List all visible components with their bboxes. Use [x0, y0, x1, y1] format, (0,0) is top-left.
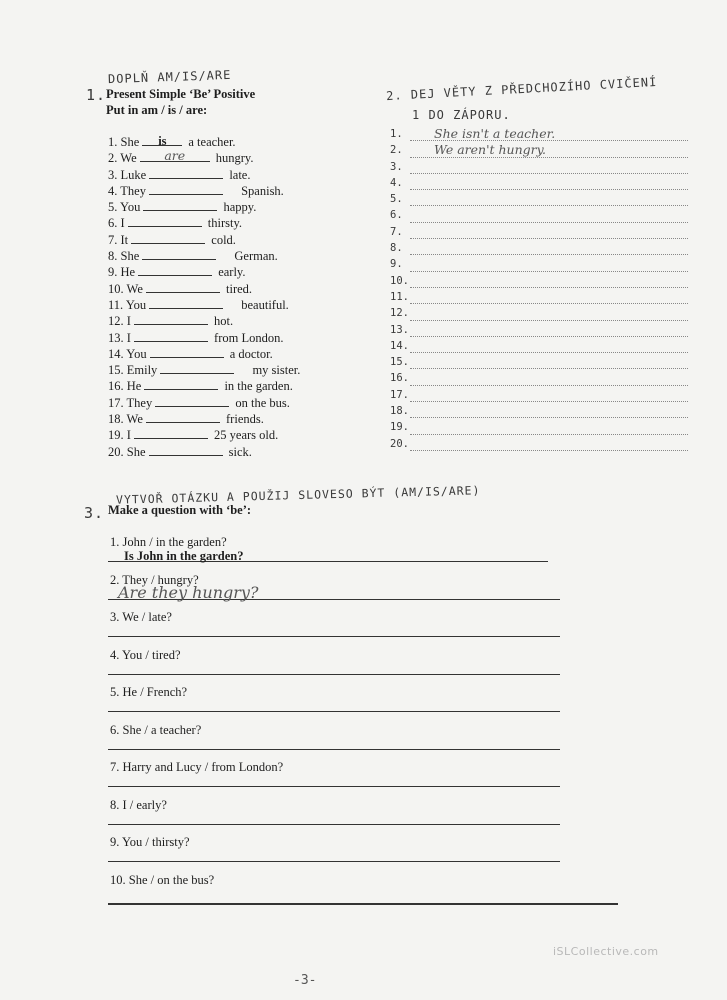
ex2-answer-line[interactable] — [410, 417, 688, 418]
ex1-item-subject: He — [126, 379, 142, 394]
ex1-item-number: 8. — [108, 249, 118, 264]
ex1-item-subject: It — [120, 232, 129, 247]
ex1-item — [108, 167, 358, 183]
ex2-row — [388, 338, 688, 354]
ex1-item-rest: thirsty. — [207, 216, 243, 231]
ex1-item — [108, 346, 358, 362]
ex1-item-rest: on the bus. — [235, 395, 290, 410]
ex1-item-subject: You — [126, 346, 147, 361]
ex2-row-number: 19. — [390, 421, 409, 434]
ex2-answer-line[interactable] — [410, 222, 688, 223]
ex2-row-number: 20. — [390, 437, 409, 450]
ex2-answer-line[interactable] — [410, 254, 688, 255]
ex1-item-number: 15. — [108, 363, 124, 378]
ex3-item-prompt: 6. She / a teacher? — [110, 722, 202, 737]
ex3-item-answer: Is John in the garden? — [124, 549, 244, 563]
ex1-item-rest: tired. — [226, 281, 253, 296]
ex2-row-number: 5. — [390, 193, 403, 206]
ex1-item-number: 16. — [108, 379, 124, 394]
ex1-item — [108, 297, 358, 313]
ex2-answer-line[interactable] — [410, 450, 688, 451]
ex3-answer-line[interactable] — [108, 861, 560, 862]
ex2-row — [388, 305, 688, 321]
ex2-row — [388, 403, 688, 419]
ex2-row — [388, 289, 688, 305]
ex2-row-number: 18. — [390, 405, 409, 418]
ex1-item-fill: are — [164, 148, 186, 164]
ex2-row — [388, 207, 688, 223]
ex1-item — [108, 199, 358, 215]
ex1-item-rest: a doctor. — [229, 346, 273, 361]
ex2-answer-line[interactable] — [410, 238, 688, 239]
ex1-item-blank[interactable] — [131, 232, 205, 244]
ex1-item-rest: beautiful. — [241, 297, 289, 312]
ex1-item-rest: cold. — [211, 232, 236, 247]
ex2-row-number: 7. — [390, 225, 403, 238]
ex1-item-number: 17. — [108, 395, 124, 410]
ex1-item-blank[interactable] — [134, 330, 208, 342]
ex2-hand-title-line2: 1 DO ZÁPORU. — [412, 108, 511, 122]
ex1-item-blank[interactable] — [143, 199, 217, 211]
ex3-item — [110, 760, 560, 798]
ex1-item-rest: a teacher. — [188, 135, 236, 149]
ex1-item-rest: my sister. — [252, 363, 301, 378]
ex2-answer-line[interactable] — [410, 352, 688, 353]
ex3-item-prompt: 1. John / in the garden? — [110, 535, 227, 549]
ex1-item — [108, 330, 358, 346]
ex1-item-blank[interactable] — [128, 215, 202, 227]
ex1-item — [108, 362, 358, 378]
ex1-item-number: 1. — [108, 135, 118, 149]
ex3-item-prompt: 4. You / tired? — [110, 647, 181, 662]
ex2-row-number: 9. — [390, 258, 403, 271]
ex3-answer-line[interactable] — [108, 749, 560, 750]
ex1-item-subject: They — [120, 183, 146, 198]
ex3-item — [110, 648, 560, 686]
ex1-item-number: 18. — [108, 412, 124, 427]
ex1-item-blank[interactable] — [134, 313, 208, 325]
ex3-answer-line[interactable] — [108, 636, 560, 637]
ex1-item-subject: We — [120, 151, 137, 166]
ex1-item-subject: You — [125, 297, 147, 312]
ex1-list — [108, 134, 358, 460]
ex3-title: Make a question with ‘be’: — [108, 503, 252, 517]
ex1-item-subject: He — [120, 265, 136, 280]
ex1-item-rest: early. — [218, 265, 246, 280]
ex1-item-number: 10. — [108, 281, 124, 296]
ex1-item-blank[interactable] — [149, 297, 223, 309]
ex2-answer-line[interactable] — [410, 205, 688, 206]
ex1-item-blank[interactable] — [140, 150, 210, 162]
ex1-item-blank[interactable] — [160, 362, 234, 374]
ex1-item — [108, 248, 358, 264]
ex2-row — [388, 191, 688, 207]
ex2-row — [388, 159, 688, 175]
ex1-item-blank[interactable] — [149, 444, 223, 456]
ex2-row — [388, 387, 688, 403]
ex1-item-rest: German. — [234, 249, 278, 264]
ex2-row-number: 2. — [390, 144, 403, 157]
ex1-item — [108, 378, 358, 394]
ex1-item-number: 20. — [108, 444, 124, 459]
ex1-item-blank[interactable] — [149, 183, 223, 195]
ex2-list — [388, 126, 688, 452]
ex1-item-blank[interactable] — [146, 281, 220, 293]
ex1-title: Present Simple ‘Be’ Positive — [106, 87, 256, 101]
ex1-item-number: 7. — [108, 232, 118, 247]
ex1-item-rest: in the garden. — [224, 379, 293, 394]
ex1-hand-number: 1. — [86, 86, 107, 104]
ex2-row-number: 8. — [390, 242, 403, 255]
ex1-item-subject: I — [126, 314, 131, 329]
ex1-item-number: 11. — [108, 297, 124, 312]
ex3-answer-line[interactable] — [108, 711, 560, 712]
ex1-item-subject: You — [120, 200, 141, 215]
ex1-item-subject: I — [120, 216, 125, 231]
ex3-item-prompt: 7. Harry and Lucy / from London? — [110, 760, 284, 774]
ex2-row-number: 4. — [390, 176, 403, 189]
ex2-answer-line[interactable] — [410, 434, 688, 435]
ex1-item-blank[interactable] — [142, 248, 216, 260]
ex2-row — [388, 273, 688, 289]
ex1-item — [108, 313, 358, 329]
ex1-hand-title: DOPLŇ AM/IS/ARE — [107, 67, 232, 87]
ex1-item-rest: sick. — [228, 444, 252, 459]
ex1-item-number: 12. — [108, 314, 124, 329]
ex1-item-rest: hungry. — [215, 151, 254, 166]
ex2-row — [388, 224, 688, 240]
ex2-row-number: 16. — [390, 372, 409, 385]
ex2-row — [388, 142, 688, 158]
watermark: iSLCollective.com — [553, 945, 659, 958]
ex1-item — [108, 281, 358, 297]
ex2-row-number: 13. — [390, 323, 409, 336]
ex2-answer-line[interactable] — [410, 287, 688, 288]
ex1-item-subject: She — [126, 444, 146, 459]
ex1-item — [108, 215, 358, 231]
ex3-item — [110, 835, 560, 873]
ex1-item — [108, 444, 358, 460]
ex2-row-number: 15. — [390, 356, 409, 369]
ex1-item — [108, 232, 358, 248]
ex1-item — [108, 264, 358, 280]
ex1-item-rest: late. — [229, 167, 251, 182]
ex1-item-rest: Spanish. — [241, 183, 284, 198]
ex1-item-subject: I — [126, 428, 131, 443]
ex3-item — [110, 723, 560, 761]
ex3-answer-line[interactable] — [108, 674, 560, 675]
ex2-hand-title-line1: 2. DEJ VĚTY Z PŘEDCHOZÍHO CVIČENÍ — [385, 74, 658, 104]
ex1-item-blank[interactable] — [144, 378, 218, 390]
ex2-row-number: 12. — [390, 307, 409, 320]
ex2-row-number: 3. — [390, 160, 403, 173]
ex2-row-number: 14. — [390, 339, 409, 352]
ex3-item — [110, 573, 560, 611]
ex1-item-subject: Luke — [120, 167, 147, 182]
ex1-item-number: 3. — [108, 167, 118, 182]
ex1-item-subject: They — [126, 395, 153, 410]
ex2-row-number: 10. — [390, 274, 409, 287]
final-answer-line — [108, 903, 618, 905]
ex3-answer-line[interactable] — [108, 824, 560, 825]
ex2-row-number: 11. — [390, 290, 409, 303]
ex1-item-number: 13. — [108, 330, 124, 345]
ex1-item-subject: Emily — [126, 363, 158, 378]
ex2-row — [388, 240, 688, 256]
ex2-answer-line[interactable] — [410, 336, 688, 337]
ex2-row — [388, 370, 688, 386]
ex3-item — [110, 685, 560, 723]
ex2-row — [388, 354, 688, 370]
ex1-item-blank[interactable] — [134, 427, 208, 439]
ex1-item-number: 9. — [108, 265, 118, 280]
ex3-item-prompt: 10. She / on the bus? — [110, 872, 215, 887]
ex1-item-subject: She — [120, 249, 140, 264]
ex2-row-answer: She isn't a teacher. — [434, 126, 556, 141]
ex1-item-blank[interactable] — [142, 134, 182, 146]
ex1-item-blank[interactable] — [146, 411, 220, 423]
ex1-item-blank[interactable] — [138, 264, 212, 276]
ex1-item-number: 5. — [108, 200, 118, 215]
ex2-answer-line[interactable] — [410, 271, 688, 272]
ex1-item-number: 6. — [108, 216, 118, 231]
ex1-item-rest: hot. — [214, 314, 234, 329]
ex2-row — [388, 436, 688, 452]
ex1-item-fill: is — [158, 134, 167, 148]
ex2-answer-line[interactable] — [410, 303, 688, 304]
page-number: -3- — [293, 973, 317, 988]
ex1-item — [108, 427, 358, 443]
ex2-answer-line[interactable] — [410, 320, 688, 321]
ex1-item-blank[interactable] — [149, 167, 223, 179]
ex1-subtitle: Put in am / is / are: — [106, 103, 208, 117]
ex2-row — [388, 256, 688, 272]
ex1-item-subject: We — [126, 412, 143, 427]
ex2-row — [388, 175, 688, 191]
ex3-item-prompt: 9. You / thirsty? — [110, 835, 190, 849]
ex1-item-rest: from London. — [214, 330, 284, 345]
ex2-row-number: 1. — [390, 128, 403, 140]
ex1-item-rest: happy. — [223, 200, 257, 215]
ex2-answer-line[interactable] — [410, 368, 688, 369]
ex2-row — [388, 126, 688, 142]
ex3-answer-line[interactable] — [108, 786, 560, 787]
ex3-item-prompt: 2. They / hungry? — [110, 572, 199, 587]
ex1-item-subject: She — [120, 135, 140, 149]
ex3-item — [110, 610, 560, 648]
ex1-item-number: 14. — [108, 346, 124, 361]
ex3-item — [110, 535, 560, 573]
ex1-item-rest: friends. — [226, 412, 264, 427]
ex3-item-prompt: 8. I / early? — [110, 797, 167, 812]
ex3-list — [110, 535, 560, 910]
ex2-answer-line[interactable] — [410, 173, 688, 174]
ex3-hand-title: VYTVOŘ OTÁZKU A POUŽIJ SLOVESO BÝT (AM/IS/ARE) — [115, 483, 481, 507]
ex1-item — [108, 411, 358, 427]
ex3-item-answer: Are they hungry? — [118, 582, 259, 602]
ex3-item-prompt: 5. He / French? — [110, 685, 188, 699]
ex1-item — [108, 150, 358, 166]
ex1-item-number: 2. — [108, 151, 118, 166]
ex3-item-prompt: 3. We / late? — [110, 610, 172, 624]
ex1-item-subject: I — [126, 330, 131, 345]
ex2-answer-line[interactable] — [410, 189, 688, 190]
ex2-row — [388, 419, 688, 435]
ex1-item — [108, 395, 358, 411]
ex2-row-number: 6. — [390, 209, 403, 222]
ex1-item-blank[interactable] — [150, 346, 224, 358]
ex2-row-number: 17. — [390, 388, 409, 401]
ex2-answer-line[interactable] — [410, 385, 688, 386]
ex2-row-answer: We aren't hungry. — [434, 142, 547, 158]
ex1-item-number: 4. — [108, 183, 118, 198]
ex1-item — [108, 134, 358, 150]
ex3-hand-number: 3. — [84, 504, 105, 522]
ex1-item — [108, 183, 358, 199]
ex1-item-subject: We — [126, 281, 143, 296]
ex1-item-blank[interactable] — [155, 395, 229, 407]
ex2-row — [388, 322, 688, 338]
ex3-item — [110, 798, 560, 836]
ex1-item-rest: 25 years old. — [214, 428, 279, 443]
ex2-answer-line[interactable] — [410, 401, 688, 402]
ex1-item-number: 19. — [108, 428, 124, 443]
